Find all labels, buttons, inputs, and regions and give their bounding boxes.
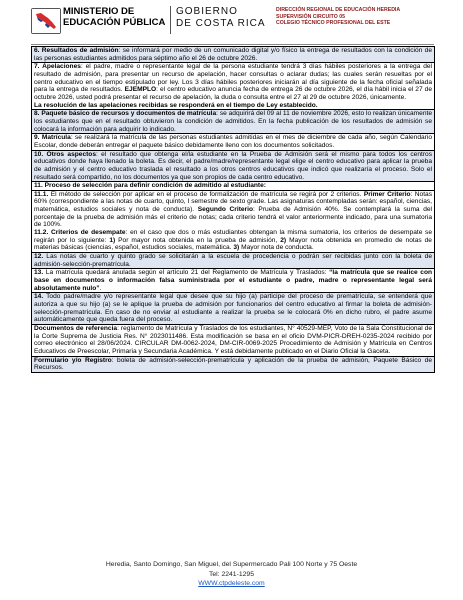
section-11-2-text: : en el caso que dos o más estudiantes obtengan la misma sumatoria, los criterios de desempate se regirán por lo siguiente:: [34, 229, 432, 244]
section-9-title: 9. Matrícula: [34, 134, 71, 142]
section-8-basic-package: [32, 110, 434, 134]
section-11-heading: [32, 182, 434, 191]
section-9-enrollment: [32, 134, 434, 150]
page-header: [0, 0, 463, 46]
footer-website-link[interactable]: WWW.ctpdeleste.com: [198, 580, 265, 587]
costa-rica-flag-icon: [32, 9, 60, 33]
first-criterion-title: Primer Criterio: [361, 190, 411, 198]
section-12-title: 12.: [34, 253, 44, 261]
section-8-text: : se adquirirá del 09 al 11 de noviembre 2026, esto lo realizan únicamente los estudiantes que en el resultado obtuvieron la condición de admitidos. En la fecha publicación de los resultados de admisión se colocará la información para adquirir lo indicado.: [34, 110, 433, 133]
regional-line-3: COLEGIO TÉCNICO PROFESIONAL DEL ESTE: [276, 20, 391, 27]
section-7-example-label: EJEMPLO: [122, 86, 157, 94]
tiebreak-2-number: 2): [277, 236, 287, 244]
tiebreak-3-text: Mayor nota de conducta.: [239, 244, 314, 252]
section-13-end: .: [99, 284, 102, 292]
government-name: [176, 6, 266, 29]
regional-line-2: SUPERVISIÓN CIRCUITO 05: [276, 13, 345, 20]
page-footer: [0, 560, 463, 589]
reference-text: : reglamento de Matrícula y Traslados de los estudiantes, N° 40529-MEP, Voto de la Sala Constitucional de la Corte Suprema de Justicia Res. N° 2023011486. Esta modificación se basa en el oficio DVM-PICR-DREH-0235-2024 recibido por correo electrónico el 28/06/2024. CIRCULAR DM-0062-2024, DM-CIR-0069-2025 Procedimiento de Admisión y Matrícula en Centros Educativos de Preescolar, Primaria y Secundaria Académica. Y está debidamente publicado en el Diario Oficial la Gaceta.: [34, 324, 432, 355]
section-10-other-aspects: [32, 151, 434, 183]
tiebreak-1-number: 1): [106, 236, 116, 244]
regional-office: [276, 7, 400, 27]
section-12-grades: [32, 253, 434, 269]
section-13-text: La matrícula quedará anulada según el artículo 21 del Reglamento de Matrícula y Traslados:: [43, 269, 330, 277]
government-line-1: GOBIERNO: [176, 6, 238, 17]
section-6-text: : se informará por medio de un comunicado digital y/o físico la entrega de resultados con la condición de las personas estudiantes admitidos para séptimo año el 26 de octubre 2026.: [34, 47, 432, 62]
section-6-title: 6. Resultados de admisión: [34, 47, 119, 54]
footer-address: Heredia, Santo Domingo, San Miguel, del Supermercado Pali 100 Norte y 75 Oeste: [105, 561, 358, 568]
section-6-results: [32, 47, 434, 63]
section-11-1-text: El método de selección por aplicar en el proceso de formalización de matrícula se regirá por 2 criterios.: [48, 190, 362, 198]
ministry-line-1: MINISTERIO DE: [63, 6, 135, 17]
second-criterion-title: Segundo Criterio: [194, 206, 253, 214]
section-7-appeals: [32, 63, 434, 110]
reference-documents: [32, 325, 434, 357]
coat-of-arms-logo: [31, 8, 61, 34]
regional-line-1: DIRECCIÓN REGIONAL DE EDUCACIÓN HEREDIA: [276, 7, 401, 13]
section-12-text: Las notas de cuarto y quinto grado se solicitarán a la escuela de procedencia o podrán ser recibidas junto con la boleta de admisión-selección-prematrícula.: [34, 253, 432, 268]
section-7-text-2: : el centro educativo anuncia fecha de entrega 26 de octubre 2026, el día hábil inicia el 27 de octubre 2026, usted podrá presentar el recurso de apelación, la duda o consulta entre el 27 al 29 de octubre 2026, únicamente.: [34, 86, 433, 101]
tiebreak-2-text: Mayor nota obtenida en promedio de notas de materias básicas (ciencias, español, estudios sociales, matemática.: [34, 236, 432, 252]
section-13-quote: “la matrícula que se realice con base en documentos o información falsa suministrada por el estudiante o padre, madre o representante legal será absolutamente nulo”: [34, 269, 433, 292]
form-registry: [32, 357, 434, 372]
section-10-text: : el resultado que obtenga el/la estudiante en la Prueba de Admisión será el mismo para todos los centros educativos donde haya llenado la boleta. Es decir, el padre/madre/representante legal elige el centro educativo para aplicar la prueba de admisión y el centro educativo traslada el resultado a los otros centros educativos que indicó que realizaría el proceso. Solo el resultado será compartido, no los documentos ya que son propios de cada centro educativo.: [34, 150, 432, 181]
section-7-text-1: : el padre, madre o representante legal de la persona estudiante tendrá 3 días hábiles posteriores a la entrega del resultado de admisión, para presentar un recurso de apelación, hacer consultas o aclarar dudas; las cuales serán resueltas por el centro educativo en el tiempo estipulado por ley. Los 3 días hábiles posteriores iniciarán al día siguiente de la fecha oficial señalada para la entrega de resultados.: [34, 63, 432, 94]
section-8-title: 8. Paquete básico de recursos y documentos de matrícula: [34, 110, 217, 118]
footer-phone: Tel: 2241-1295: [209, 570, 254, 578]
section-11-1-title: 11.1.: [34, 190, 49, 198]
section-11-criteria: [32, 191, 434, 253]
reference-title: Documentos de referencia: [34, 324, 118, 332]
second-criterion-text: : Prueba de Admisión 40%. Se contemplará la suma del porcentaje de la prueba de admisión más el criterio de notas; cada criterio tendrá el valor anteriormente indicado, para una sumatoria de 100%.: [34, 206, 432, 229]
form-title: Formulario y/o Registro: [34, 356, 112, 364]
section-14-title: 14.: [34, 293, 44, 301]
tiebreak-3-number: 3): [231, 244, 240, 252]
header-divider: [170, 6, 171, 34]
form-text: : boleta de admisión-selección-prematrícula y aplicación de la prueba de admisión, Paquete Básico de Recursos.: [34, 356, 432, 372]
ministry-name: [63, 6, 165, 28]
tiebreak-1-text: Por mayor nota obtenida en la prueba de admisión,: [115, 236, 278, 244]
section-14-text: Todo padre/madre y/o representante legal que desee que su hijo (a) participe del proceso de prematrícula, se entenderá que autoriza a que su hijo (a) se le aplique la prueba de admisión por funcionarios del centro educativo al firmar la boleta de admisión-selección-prematrícula. En caso de no enviar al estudiante a realizar la prueba se le colocará 0% en dicho rubro, el padre asume automáticamente que queda fuera del proceso.: [34, 293, 432, 324]
section-13-title: 13.: [34, 269, 44, 277]
section-14-authorization: [32, 293, 434, 325]
section-7-resolution-note: La resolución de las apelaciones recibidas se responderá en el tiempo de Ley establecido.: [34, 101, 318, 109]
government-line-2: DE COSTA RICA: [176, 17, 266, 29]
ministry-line-2: EDUCACIÓN PÚBLICA: [63, 17, 166, 28]
header-rule: [31, 44, 434, 45]
admission-rules-table: [31, 46, 435, 373]
section-10-title: 10. Otros aspectos: [34, 150, 97, 158]
first-criterion-text: : Notas 60% (correspondiente a las notas de cuarto, quinto, I semestre de sexto grade. Las asignaturas contempladas serán: español, ciencias, matemática, estudios sociales y nota de conducta).: [34, 190, 433, 214]
section-13-annulment: [32, 269, 434, 293]
section-7-title: 7. Apelaciones: [34, 63, 81, 71]
section-11-2-title: 11.2. Criterios de desempate: [34, 229, 126, 237]
section-11-title: 11. Proceso de selección para definir condición de admitido al estudiante:: [34, 182, 266, 190]
section-9-text: : se realizará la matrícula de las personas estudiantes admitidas en el mes de diciembre de cada año, según Calendario Escolar, donde deberán entregar el paquete básico debidamente lleno con los documentos solicitados.: [34, 134, 432, 149]
